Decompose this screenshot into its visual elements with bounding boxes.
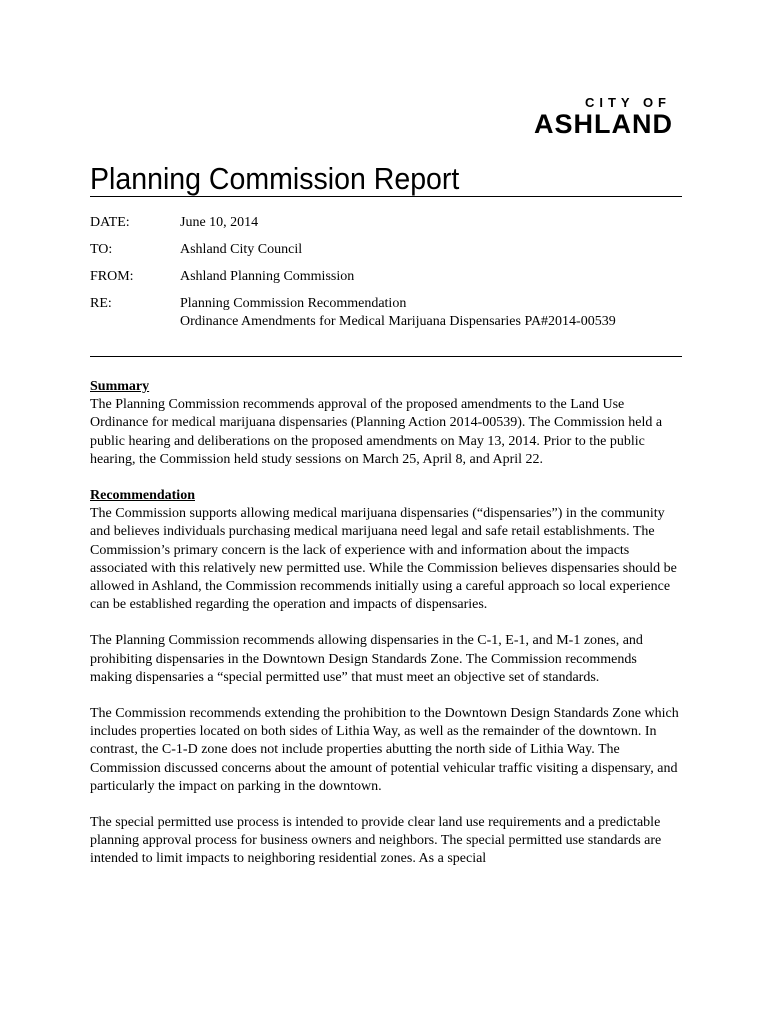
memo-row-re (90, 295, 690, 331)
summary-heading: Summary (90, 379, 150, 394)
memo-row-to (90, 241, 690, 259)
recommendation-paragraph: The Commission supports allowing medical marijuana dispensaries (“dispensaries”) in the community and believes individuals purchasing medical marijuana need legal and safe retail establishments. The Commission’s primary concern is the lack of experience with and information about the impacts associated with this relatively new permitted use. While the Commission believes dispensaries should be allowed in Ashland, the Commission recommends initially using a careful approach so local experience can be established regarding the operation and impacts of dispensaries. (90, 506, 677, 613)
recommendation-section (90, 487, 680, 869)
memo-label: RE: (90, 296, 112, 311)
memo-row-date (90, 214, 690, 232)
recommendation-paragraph: The Planning Commission recommends allowing dispensaries in the C-1, E-1, and M-1 zones, and prohibiting dispensaries in the Downtown Design Standards Zone. The Commission recommends making dispensaries a “special permitted use” that must meet an objective set of standards. (90, 633, 643, 685)
memo-value-line: June 10, 2014 (180, 215, 259, 230)
title-divider (90, 196, 682, 197)
memo-row-from (90, 268, 690, 286)
report-body (90, 378, 680, 887)
memo-label: DATE: (90, 215, 130, 230)
memo-value (180, 214, 690, 232)
memo-header (90, 214, 690, 340)
page-title: Planning Commission Report (90, 161, 460, 196)
header-divider (90, 356, 682, 357)
recommendation-heading: Recommendation (90, 488, 195, 504)
logo-ashland: ASHLAND (534, 109, 673, 139)
memo-label: FROM: (90, 269, 134, 284)
memo-value-line: Planning Commission Recommendation (180, 296, 407, 311)
memo-value (180, 241, 690, 259)
memo-label: TO: (90, 242, 113, 257)
recommendation-paragraph: The Commission recommends extending the prohibition to the Downtown Design Standards Zone which includes properties located on both sides of Lithia Way, as well as the remainder of the downtown. In contrast, the C-1-D zone does not include properties abutting the north side of Lithia Way. The Commission discussed concerns about the amount of potential vehicular traffic visiting a dispensary, and particularly the impact on parking in the downtown. (90, 706, 679, 794)
memo-value-line: Ashland Planning Commission (180, 269, 355, 284)
memo-value (180, 295, 690, 331)
memo-value-line: Ashland City Council (180, 242, 303, 257)
memo-value (180, 268, 690, 286)
recommendation-paragraph: The special permitted use process is intended to provide clear land use requirements and a predictable planning approval process for business owners and neighbors. The special permitted use standards are intended to limit impacts to neighboring residential zones. As a special (90, 815, 662, 867)
memo-value-line: Ordinance Amendments for Medical Marijuana Dispensaries PA#2014-00539 (180, 314, 616, 329)
city-logo (534, 96, 673, 138)
logo-city-of: CITY OF (584, 95, 671, 110)
summary-text: The Planning Commission recommends approval of the proposed amendments to the Land Use Ordinance for medical marijuana dispensaries (Planning Action 2014-00539). The Commission held a public hearing and deliberations on the proposed amendments on May 13, 2014. Prior to the public hearing, the Commission held study sessions on March 25, April 8, and April 22. (90, 397, 663, 467)
summary-section (90, 378, 680, 469)
